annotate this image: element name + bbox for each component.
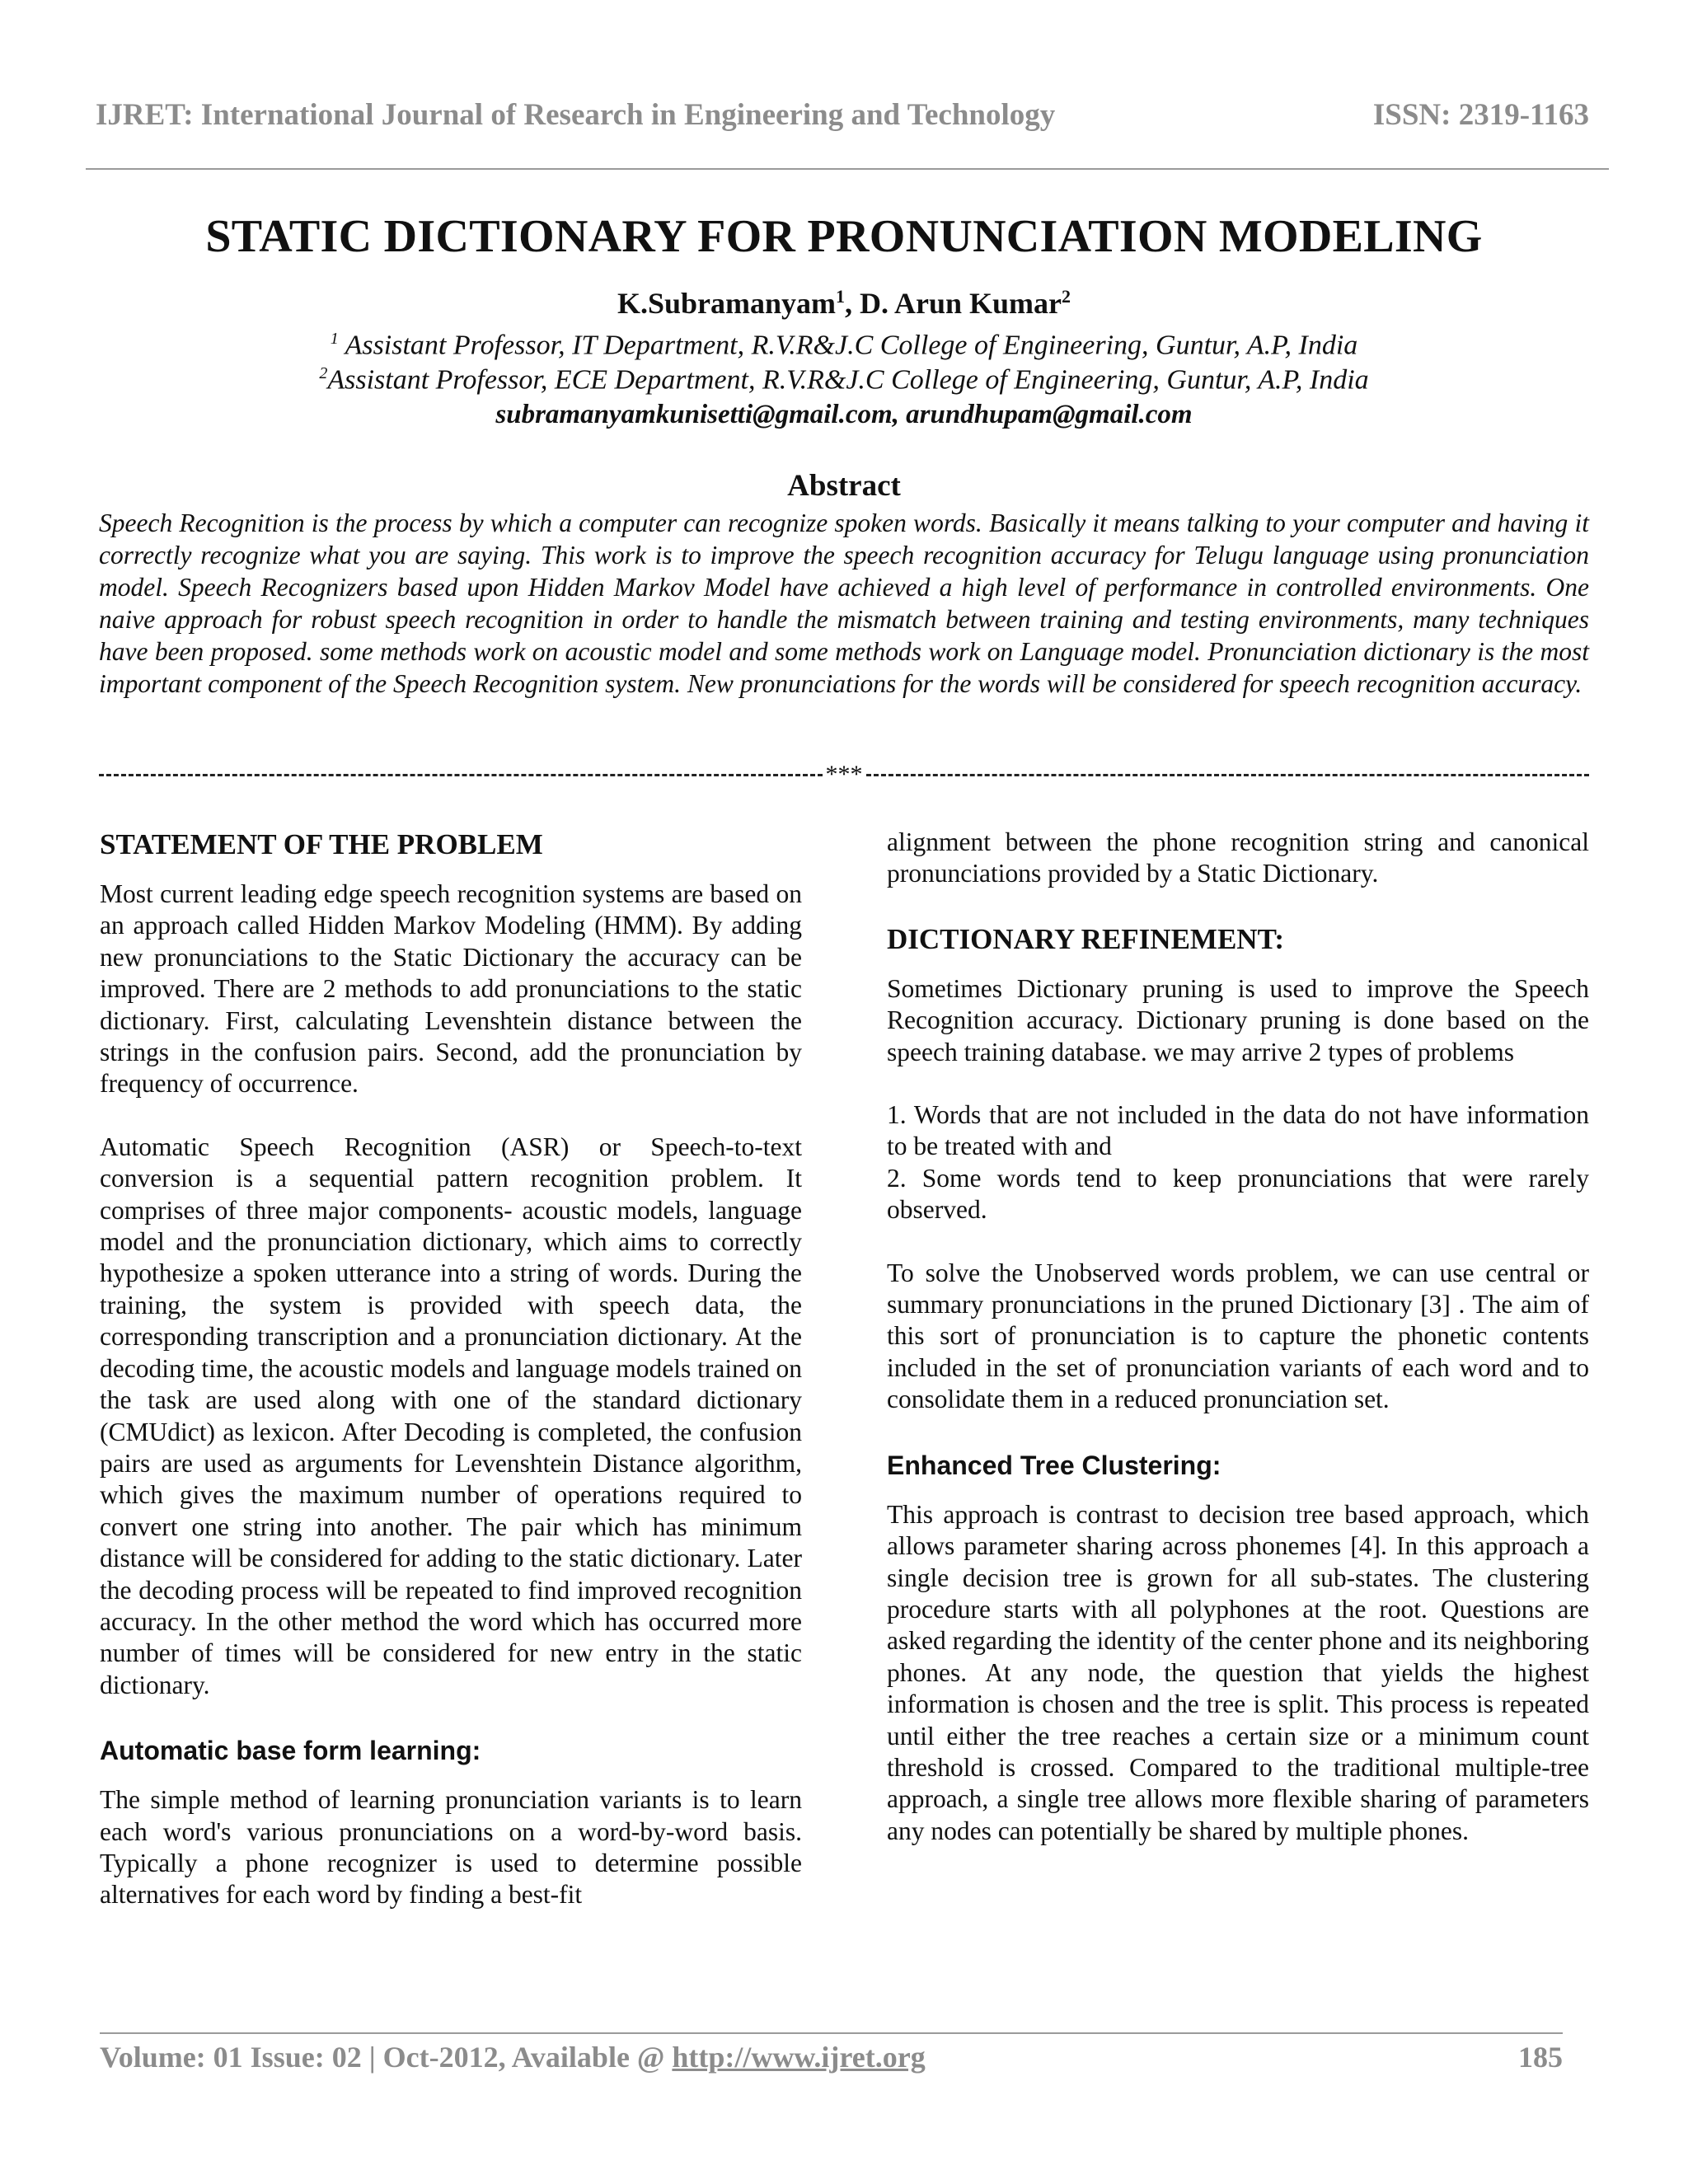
affiliation-1: [0, 330, 1688, 361]
abstract-text: Speech Recognition is the process by which a computer can recognize spoken words. Basically it means talking to your computer and having it correctly recognize what you are saying. This work is to improve the speech recognition accuracy for Telugu language using pronunciation model. Speech Recognizers based upon Hidden Markov Model have achieved a high level of performance in controlled environments. One naive approach for robust speech recognition in order to handle the mismatch between training and testing environments, many techniques have been proposed. some methods work on acoustic model and some methods work on Language model. Pronunciation dictionary is the most important component of the Speech Recognition system. New pronunciations for the words will be considered for speech recognition accuracy.: [99, 509, 1589, 698]
running-footer: [100, 2040, 1563, 2081]
subsection-heading: Automatic base form learning:: [100, 1736, 481, 1766]
body-paragraph: Sometimes Dictionary pruning is used to improve the Speech Recognition accuracy. Dictionary pruning is done based on the speech training database. we may arrive 2 types of problems: [887, 973, 1589, 1066]
page-number: 185: [1518, 2041, 1563, 2074]
issn-label: ISSN: 2319-1163: [1372, 98, 1589, 132]
journal-url-link[interactable]: http://www.ijret.org: [672, 2041, 926, 2074]
section-heading: STATEMENT OF THE PROBLEM: [100, 828, 543, 860]
author-emails: subramanyamkunisetti@gmail.com, arundhupam@gmail.com: [495, 400, 1193, 429]
separator-dashes-right: [866, 774, 1590, 776]
author-superscript: 2: [1062, 286, 1071, 307]
list-item: 1. Words that are not included in the data do not have information to be treated with and: [887, 1100, 1589, 1161]
body-paragraph: Most current leading edge speech recognition systems are based on an approach called Hidden Markov Modeling (HMM). By adding new pronunciations to the Static Dictionary the accuracy can be improved. There are 2 methods to add pronunciations to the static dictionary. First, calculating Levenshtein distance between the strings in the confusion pairs. Second, add the pronunciation by frequency of occurrence.: [100, 879, 802, 1099]
author-name: D. Arun Kumar: [860, 287, 1062, 320]
body-paragraph: Automatic Speech Recognition (ASR) or Speech-to-text conversion is a sequential pattern recognition problem. It comprises of three major components- acoustic models, language model and the pronunciation dictionary, which aims to correctly hypothesize a spoken utterance into a string of words. During the training, the system is provided with speech data, the corresponding transcription and a pronunciation dictionary. At the decoding time, the acoustic models and language models trained on the task are used along with one of the standard dictionary (CMUdict) as lexicon. After Decoding is completed, the confusion pairs are used as arguments for Levenshtein Distance algorithm, which gives the maximum number of operations required to convert one string into another. The pair which has minimum distance will be considered for adding to the static dictionary. Later the decoding process will be repeated to find improved recognition accuracy. In the other method the word which has occurred more number of times will be considered for new entry in the static dictionary.: [100, 1132, 803, 1699]
abstract-heading: Abstract: [787, 469, 901, 503]
journal-name: IJRET: International Journal of Research in Engineering and Technology: [96, 98, 1056, 132]
author-separator: ,: [845, 287, 860, 320]
body-paragraph: The simple method of learning pronunciation variants is to learn each word's various pronunciations on a word-by-word basis. Typically a phone recognizer is used to determine possible alternatives for each word by finding a best-fit: [100, 1785, 802, 1910]
left-column: [100, 827, 802, 1911]
affiliation-text: Assistant Professor, ECE Department, R.V.R&J.C College of Engineering, Guntur, A.P, India: [327, 364, 1369, 396]
body-paragraph: alignment between the phone recognition string and canonical pronunciations provided by a Static Dictionary.: [887, 827, 1589, 888]
author-name: K.Subramanyam: [617, 287, 836, 320]
affiliation-superscript: 1: [330, 330, 339, 348]
body-paragraph: This approach is contrast to decision tree based approach, which allows parameter sharing across phonemes [4]. In this approach a single decision tree is grown for all sub-states. The clustering procedure starts with all polyphones at the root. Questions are asked regarding the identity of the center phone and its neighboring phones. At any node, the question that yields the highest information is chosen and the tree is split. This process is repeated until either the tree reaches a certain size or a minimum count threshold is crossed. Compared to the traditional multiple-tree approach, a single tree allows more flexible sharing of parameters any nodes can potentially be shared by multiple phones.: [887, 1499, 1589, 1845]
affiliation-2: [0, 364, 1688, 396]
running-header: [96, 97, 1589, 140]
separator-stars: ***: [825, 761, 863, 788]
right-column: [887, 827, 1589, 1847]
body-paragraph: To solve the Unobserved words problem, we can use central or summary pronunciations in the pruned Dictionary [3] . The aim of this sort of pronunciation is to capture the phonetic contents included in the set of pronunciation variants of each word and to consolidate them in a reduced pronunciation set.: [887, 1258, 1589, 1414]
section-heading: DICTIONARY REFINEMENT:: [887, 922, 1284, 955]
affiliation-superscript: 2: [319, 364, 328, 382]
affiliation-text: Assistant Professor, IT Department, R.V.R&J.C College of Engineering, Guntur, A.P, India: [338, 330, 1358, 361]
header-divider: [86, 168, 1609, 170]
author-superscript: 1: [836, 286, 845, 307]
section-separator: [99, 762, 1589, 787]
separator-dashes-left: [99, 774, 823, 776]
paper-title: STATIC DICTIONARY FOR PRONUNCIATION MODELING: [205, 211, 1483, 262]
author-line: [0, 286, 1688, 321]
volume-text: Volume: 01 Issue: 02 | Oct-2012, Available @: [100, 2041, 673, 2074]
subsection-heading: Enhanced Tree Clustering:: [887, 1450, 1221, 1480]
list-item: 2. Some words tend to keep pronunciations that were rarely observed.: [887, 1163, 1589, 1225]
footer-divider: [100, 2032, 1563, 2034]
footer-volume-info: [100, 2040, 926, 2074]
